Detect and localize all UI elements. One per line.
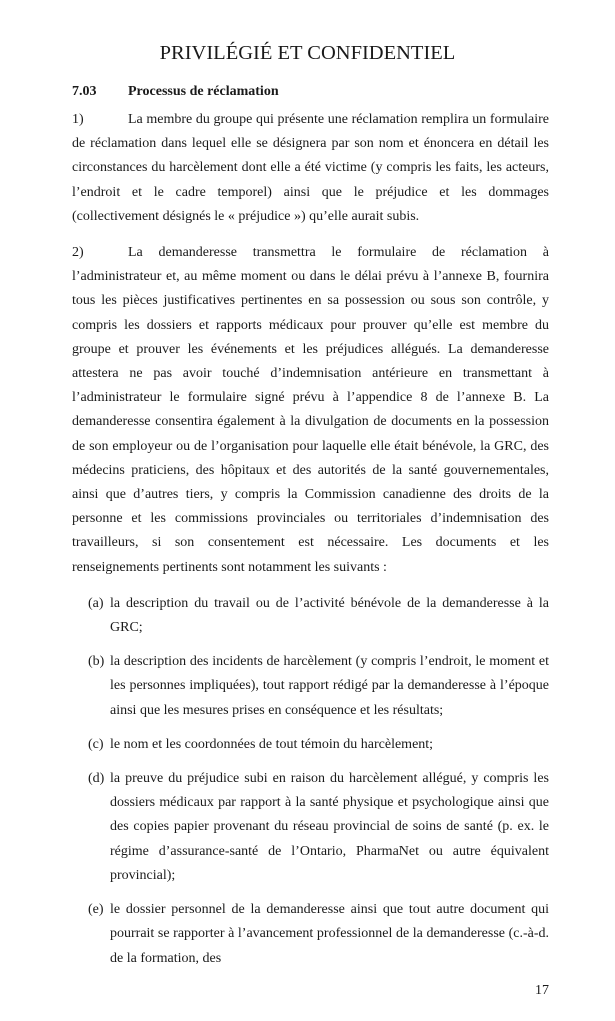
paragraph-number: 1) (72, 112, 84, 127)
paragraph-1 (72, 108, 549, 229)
list-item-text: la description du travail ou de l’activité bénévole de la demanderesse à la GRC; (110, 595, 549, 636)
page-number: 17 (535, 982, 549, 998)
confidentiality-header: PRIVILÉGIÉ ET CONFIDENTIEL (159, 42, 456, 64)
list-item-e (88, 898, 549, 971)
list-item-text: le dossier personnel de la demanderesse ainsi que tout autre document qui pourrait se rapporter à l’avancement professionnel de la demanderesse (c.-à-d. de la formation, des (110, 902, 549, 966)
section-title: Processus de réclamation (128, 84, 279, 99)
list-item-b (88, 650, 549, 723)
paragraph-text: La membre du groupe qui présente une réclamation remplira un formulaire de réclamation dans lequel elle se désignera par son nom et énoncera en détail les circonstances du harcèlement dont elle a été victime (y compris les faits, les acteurs, l’endroit et le cadre temporel) ainsi que le préjudice et les dommages (collectivement désignés le « préjudice ») qu’elle aurait subis. (72, 112, 549, 224)
list-item-text: la description des incidents de harcèlement (y compris l’endroit, le moment et les personnes impliquées), tout rapport rédigé par la demanderesse à l’époque ainsi que les mesures prises en conséquence et les résultats; (110, 654, 549, 718)
list-item-label: (d) (88, 771, 105, 787)
paragraph-2 (72, 241, 549, 580)
section-heading (72, 82, 549, 102)
list-item-label: (c) (88, 736, 104, 752)
list-item-label: (a) (88, 595, 104, 611)
paragraph-number: 2) (72, 245, 84, 261)
list-item-text: le nom et les coordonnées de tout témoin du harcèlement; (110, 736, 434, 752)
list-item-d (88, 767, 549, 888)
list-item-a (88, 592, 549, 640)
section-number: 7.03 (72, 84, 97, 99)
list-item-text: la preuve du préjudice subi en raison du harcèlement allégué, y compris les dossiers médicaux par rapport à la santé physique et psychologique ainsi que des copies papier provenant du réseau provincial de soins de santé (p. ex. le régime d’assurance-santé de l’Ontario, PharmaNet ou autre équivalent provincial); (110, 771, 549, 883)
list-item-label: (e) (88, 902, 104, 918)
list-item-label: (b) (88, 654, 105, 670)
paragraph-text: La demanderesse transmettra le formulaire de réclamation à l’administrateur et, au même moment ou dans le délai prévu à l’annexe B, fournira tous les pièces justificatives pertinentes en sa possession ou sous son contrôle, y compris les dossiers et rapports médicaux pour prouver qu’elle est membre du groupe et prouver les événements et les préjudices allégués. La demanderesse attestera ne pas avoir touché d’indemnisation antérieure en transmettant à l’administrateur le formulaire signé prévu à l’appendice 8 de l’annexe B. La demanderesse consentira également à la divulgation de documents en la possession de son employeur ou de l’organisation pour laquelle elle était bénévole, la GRC, des médecins praticiens, des hôpitaux et des autorités de la santé gouvernementales, ainsi que d’autres tiers, y compris la Commission canadienne des droits de la personne et les commissions provinciales ou territoriales d’indemnisation des travailleurs, si son consentement est nécessaire. Les documents et les renseignements pertinents sont notamment les suivants : (72, 245, 549, 575)
document-list (88, 592, 549, 971)
list-item-c (88, 733, 549, 757)
